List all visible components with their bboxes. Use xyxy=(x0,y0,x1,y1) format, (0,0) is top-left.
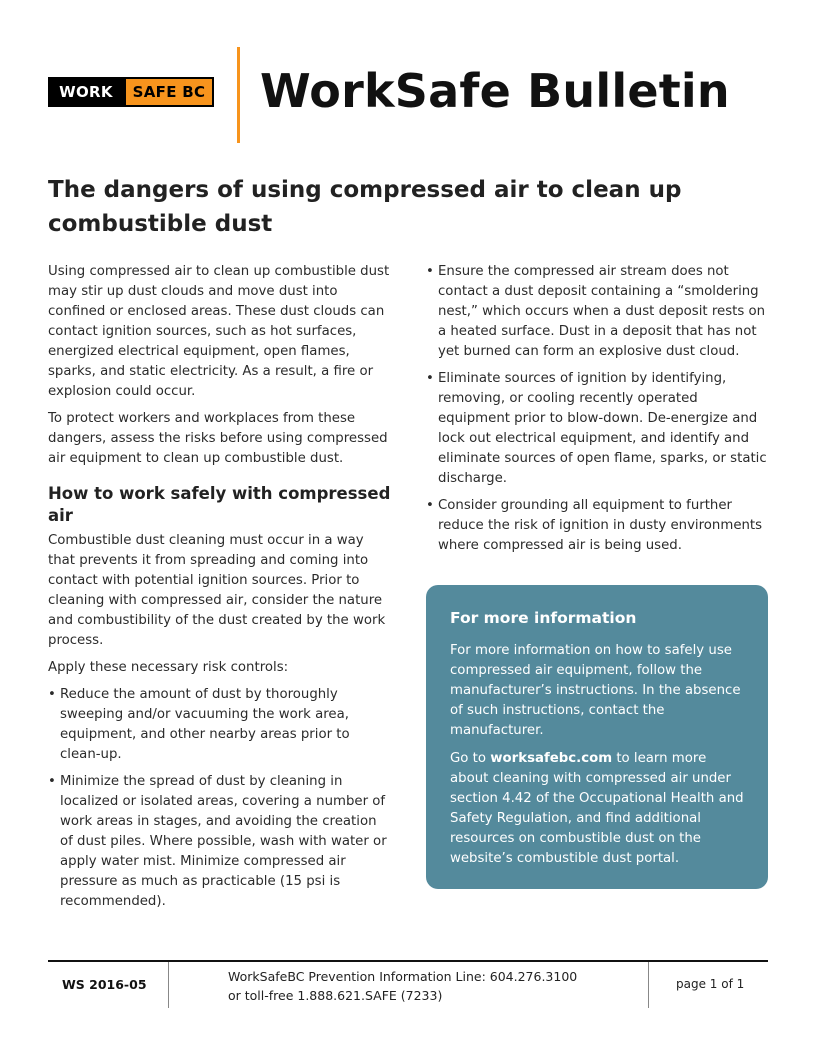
body-paragraph-1: Combustible dust cleaning must occur in a way that prevents it from spreading and coming into contact with potential ignition sources. Prior to cleaning with compressed air, consider the nature and combustibility of the dust created by the work process. xyxy=(48,533,386,648)
list-item-text: Reduce the amount of dust by thoroughly sweeping and/or vacuuming the work area, equipment, and other nearby areas prior to clean-up. xyxy=(60,687,350,762)
list-item-text: Consider grounding all equipment to further reduce the risk of ignition in dusty environments where compressed air is being used. xyxy=(438,498,763,553)
bullet-icon: • xyxy=(426,371,434,386)
bulletin-code: WS 2016-05 xyxy=(62,977,147,992)
body-paragraph-2: Apply these necessary risk controls: xyxy=(48,660,289,675)
page-title: The dangers of using compressed air to clean up combustible dust xyxy=(48,177,682,237)
bullet-icon: • xyxy=(48,687,56,702)
list-item xyxy=(426,262,771,362)
right-column xyxy=(426,262,771,563)
toll-free-line: or toll-free 1.888.621.SAFE (7233) xyxy=(228,988,443,1003)
list-item xyxy=(48,685,393,765)
prevention-line: WorkSafeBC Prevention Information Line: 604.276.3100 xyxy=(228,969,578,984)
footer-rule xyxy=(48,960,768,962)
info-prefix: Go to xyxy=(450,751,491,766)
list-item xyxy=(426,496,771,556)
list-item xyxy=(426,369,771,489)
list-item-text: Minimize the spread of dust by cleaning in localized or isolated areas, covering a number of work areas in stages, and avoiding the creation of dust piles. Where possible, wash with water or apply water mist. Minimize compressed air pressure as much as practicable (15 psi is recommended). xyxy=(60,774,387,909)
info-box-paragraph-2 xyxy=(450,749,744,869)
bullet-icon: • xyxy=(48,774,56,789)
more-info-box xyxy=(426,585,768,889)
list-item-text: Eliminate sources of ignition by identifying, removing, or cooling recently operated equipment prior to blow-down. De-energize and lock out electrical equipment, and identify and eliminate sources of open flame, sparks, or static discharge. xyxy=(438,371,767,486)
bullet-icon: • xyxy=(426,264,434,279)
page-number: page 1 of 1 xyxy=(676,977,745,991)
footer-divider xyxy=(648,962,649,1008)
worksafebc-link[interactable]: worksafebc.com xyxy=(490,751,613,766)
logo-safebc: SAFE BC xyxy=(124,77,214,107)
info-suffix: to learn more about cleaning with compressed air under section 4.42 of the Occupational Health and Safety Regulation, and find additional resources on combustible dust on the website’s combustible dust portal. xyxy=(450,751,744,866)
header-divider xyxy=(237,47,240,143)
list-item-text: Ensure the compressed air stream does not contact a dust deposit containing a “smoldering nest,” which occurs when a dust deposit rests on a heated surface. Dust in a deposit that has not yet burned can form an explosive dust cloud. xyxy=(438,264,766,359)
list-item xyxy=(48,772,393,912)
footer-divider xyxy=(168,962,169,1008)
info-box-heading: For more information xyxy=(450,609,637,627)
left-column xyxy=(48,262,393,919)
logo-work: WORK xyxy=(48,77,124,107)
intro-paragraph-2: To protect workers and workplaces from these dangers, assess the risks before using compressed air equipment to clean up combustible dust. xyxy=(48,411,388,466)
info-box-paragraph-1: For more information on how to safely use compressed air equipment, follow the manufacturer’s instructions. In the absence of such instructions, contact the manufacturer. xyxy=(450,643,741,738)
worksafebc-logo xyxy=(48,77,214,107)
bullet-icon: • xyxy=(426,498,434,513)
risk-controls-list-left xyxy=(48,685,393,912)
section-heading: How to work safely with compressed air xyxy=(48,484,391,525)
intro-paragraph-1: Using compressed air to clean up combustible dust may stir up dust clouds and move dust into confined or enclosed areas. These dust clouds can contact ignition sources, such as hot surfaces, energized electrical equipment, open flames, sparks, and static electricity. As a result, a fire or explosion could occur. xyxy=(48,264,390,399)
bulletin-title: WorkSafe Bulletin xyxy=(260,64,730,118)
risk-controls-list-right xyxy=(426,262,771,556)
